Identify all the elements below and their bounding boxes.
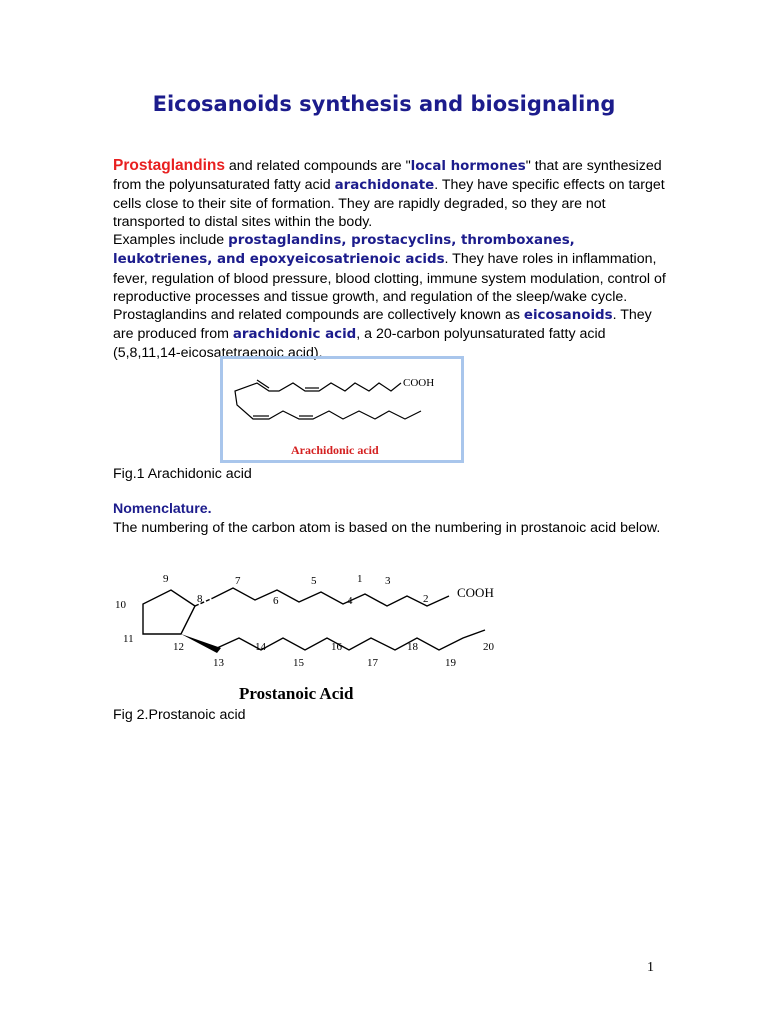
- intro-paragraph: [113, 157, 673, 362]
- carbon-19: 19: [445, 657, 456, 669]
- carbon-6: 6: [273, 595, 279, 607]
- carbon-14: 14: [255, 641, 266, 653]
- carbon-5: 5: [311, 575, 317, 587]
- figure-arachidonic-acid: [220, 356, 464, 463]
- carbon-16: 16: [331, 641, 342, 653]
- carbon-10: 10: [115, 599, 126, 611]
- term-arachidonic-acid: arachidonic acid: [232, 326, 357, 342]
- carbon-7: 7: [235, 575, 241, 587]
- carbon-18: 18: [407, 641, 418, 653]
- carbon-20: 20: [483, 641, 494, 653]
- carbon-13: 13: [213, 657, 224, 669]
- carbon-1: 1: [357, 573, 363, 585]
- nomenclature-heading: Nomenclature.: [113, 501, 212, 517]
- term-local-hormones: local hormones: [410, 159, 526, 174]
- carbon-8: 8: [197, 593, 203, 605]
- term-arachidonate: arachidonate: [334, 178, 435, 194]
- nomenclature-text: The numbering of the carbon atom is based on the numbering in prostanoic acid below.: [113, 520, 661, 536]
- carbon-11: 11: [123, 633, 134, 645]
- carbon-3: 3: [385, 575, 391, 587]
- fig1-caption: Fig.1 Arachidonic acid: [113, 466, 252, 482]
- cooh-group: COOH: [457, 585, 494, 600]
- prostanoic-acid-label: Prostanoic Acid: [239, 684, 354, 703]
- arachidonic-acid-label: Arachidonic acid: [291, 443, 379, 457]
- page-number: 1: [647, 960, 654, 975]
- prostanoic-acid-structure: [105, 568, 525, 708]
- carbon-15: 15: [293, 657, 304, 669]
- term-examples: prostaglandins, prostacyclins, thromboxanes, leukotrienes, and epoxyeicosatrienoic acids: [113, 233, 575, 268]
- carbon-4: 4: [347, 595, 353, 607]
- intro-text-1: and related compounds are ": [224, 158, 411, 174]
- carbon-12: 12: [173, 641, 184, 653]
- term-eicosanoids: eicosanoids: [523, 307, 613, 323]
- arachidonic-acid-structure: [223, 359, 461, 460]
- intro-text-2: " that are synthesized from the polyunsaturated fatty acid: [113, 158, 662, 194]
- carbon-2: 2: [423, 593, 429, 605]
- intro-text-4: Examples include: [113, 232, 229, 249]
- intro-text-7: , a 20-carbon polyunsaturated fatty acid (5,8,11,14-eicosatetraenoic acid).: [113, 325, 606, 361]
- cooh-label: COOH: [403, 377, 435, 389]
- intro-text-3: . They have specific effects on target cells close to their site of formation. They are rapidly degraded, so they are not transported to distal sites within the body.: [113, 177, 665, 231]
- wedge-bond: [181, 634, 221, 653]
- term-prostaglandins: Prostaglandins: [113, 157, 225, 174]
- carbon-17: 17: [367, 657, 378, 669]
- carbon-9: 9: [163, 573, 169, 585]
- page-title: Eicosanoids synthesis and biosignaling: [152, 92, 616, 116]
- intro-text-6: . They are produced from: [113, 306, 652, 342]
- fig2-caption: Fig 2.Prostanoic acid: [113, 707, 246, 723]
- intro-text-5: . They have roles in inflammation, fever, regulation of blood pressure, blood clotting, immune system modulation, control of reproductive processes and tissue growth, and regulation of the sleep/wake cycle. Prostaglandins and related compounds are collectively known as: [113, 251, 666, 323]
